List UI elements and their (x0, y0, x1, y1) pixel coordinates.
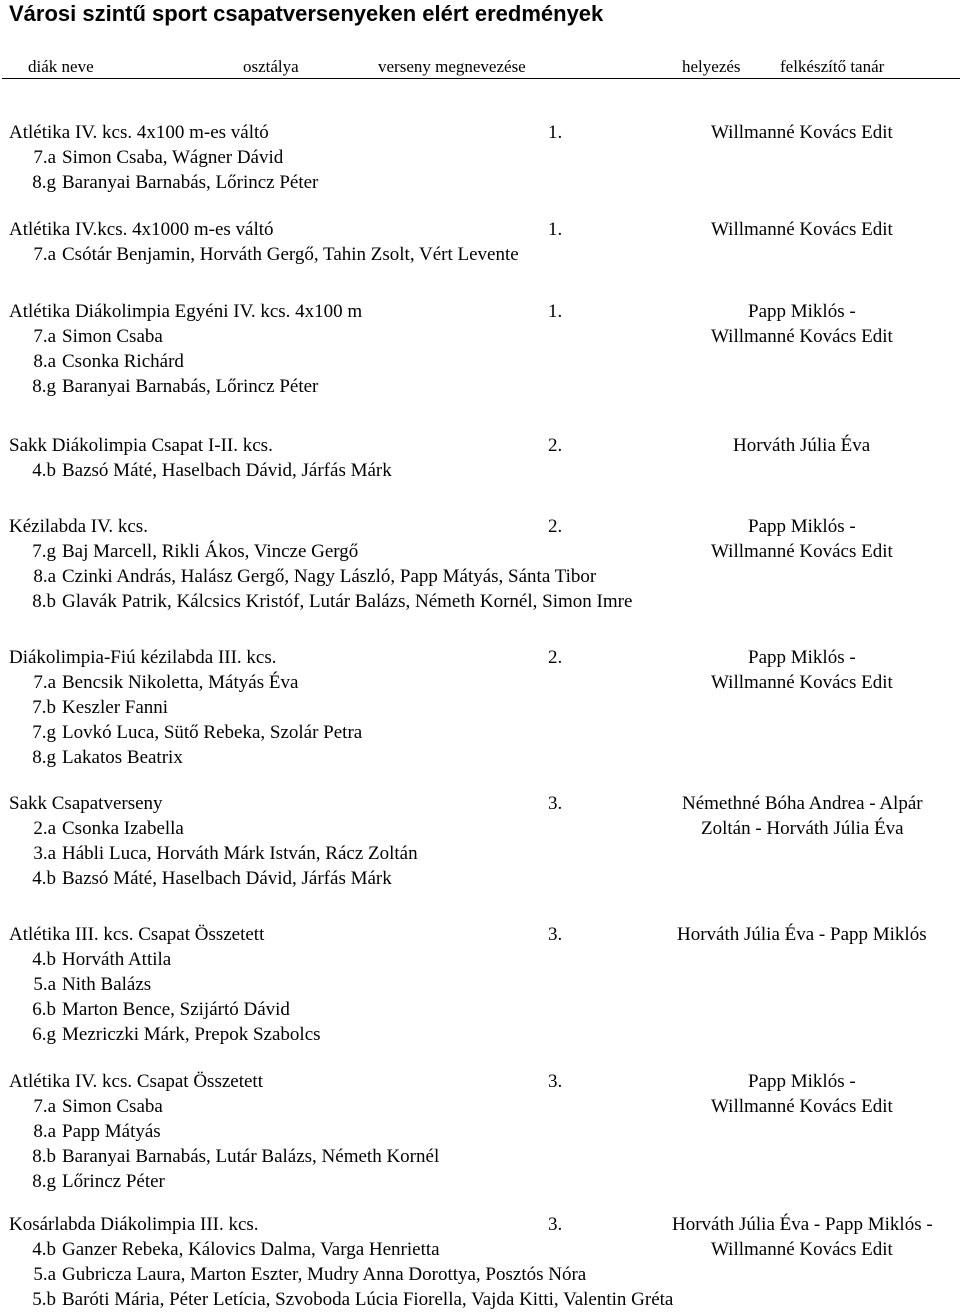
student-entry (0, 1263, 586, 1287)
student-names: Lakatos Beatrix (62, 747, 183, 768)
teacher-name: Willmanné Kovács Edit (711, 122, 893, 143)
class-label: 8.a (33, 351, 56, 372)
competition-name: Kosárlabda Diákolimpia III. kcs. (9, 1214, 259, 1235)
student-entry (0, 998, 290, 1022)
student-names: Glavák Patrik, Kálcsics Kristóf, Lutár Balázs, Németh Kornél, Simon Imre (62, 591, 633, 612)
student-names: Baranyai Barnabás, Lőrincz Péter (62, 376, 319, 397)
teacher-name: Willmanné Kovács Edit (711, 672, 893, 693)
placement: 1. (548, 219, 563, 240)
class-label: 8.g (32, 376, 56, 397)
student-entry (0, 565, 596, 589)
student-entry (0, 146, 283, 170)
student-entry (0, 817, 184, 841)
student-entry (0, 1288, 673, 1312)
class-label: 8.b (32, 591, 56, 612)
class-label: 8.a (33, 566, 56, 587)
class-label: 7.a (33, 326, 56, 347)
student-names: Bazsó Máté, Haselbach Dávid, Járfás Márk (62, 868, 392, 889)
class-label: 5.a (33, 1264, 56, 1285)
class-label: 7.a (33, 147, 56, 168)
placement: 3. (548, 924, 563, 945)
placement: 2. (548, 435, 563, 456)
student-names: Lovkó Luca, Sütő Rebeka, Szolár Petra (62, 722, 363, 743)
student-names: Bazsó Máté, Haselbach Dávid, Járfás Márk (62, 460, 392, 481)
student-names: Hábli Luca, Horváth Márk István, Rácz Zoltán (62, 843, 418, 864)
student-entry (0, 842, 418, 866)
teacher-name: Papp Miklós - (748, 516, 856, 537)
class-label: 4.b (32, 1239, 56, 1260)
class-label: 5.a (33, 974, 56, 995)
class-label: 5.b (32, 1289, 56, 1310)
teacher-name: Willmanné Kovács Edit (711, 219, 893, 240)
class-label: 4.b (32, 460, 56, 481)
teacher-name: Horváth Júlia Éva - Papp Miklós (677, 924, 927, 945)
class-label: 2.a (33, 818, 56, 839)
header-student: diák neve (28, 57, 94, 76)
teacher-name: Willmanné Kovács Edit (711, 326, 893, 347)
header-teacher: felkészítő tanár (780, 57, 885, 76)
competition-name: Diákolimpia-Fiú kézilabda III. kcs. (9, 647, 277, 668)
student-names: Mezriczki Márk, Prepok Szabolcs (62, 1024, 321, 1045)
student-entry (0, 540, 358, 564)
student-names: Nith Balázs (62, 974, 152, 995)
competition-name: Atlétika IV. kcs. Csapat Összetett (9, 1071, 263, 1092)
student-names: Simon Csaba, Wágner Dávid (62, 147, 284, 168)
placement: 3. (548, 1214, 563, 1235)
student-names: Lőrincz Péter (62, 1171, 165, 1192)
student-names: Simon Csaba (62, 326, 163, 347)
teacher-name: Willmanné Kovács Edit (711, 1096, 893, 1117)
teacher-name: Papp Miklós - (748, 1071, 856, 1092)
competition-name: Kézilabda IV. kcs. (9, 516, 148, 537)
student-entry (0, 1095, 163, 1119)
placement: 1. (548, 301, 563, 322)
competition-name: Atlétika IV. kcs. 4x100 m-es váltó (9, 122, 269, 143)
placement: 1. (548, 122, 563, 143)
student-names: Csonka Richárd (62, 351, 184, 372)
class-label: 8.g (32, 1171, 56, 1192)
student-names: Czinki András, Halász Gergő, Nagy László, Papp Mátyás, Sánta Tibor (62, 566, 597, 587)
student-entry (0, 1023, 321, 1047)
student-names: Simon Csaba (62, 1096, 163, 1117)
placement: 2. (548, 516, 563, 537)
competition-name: Sakk Diákolimpia Csapat I-II. kcs. (9, 435, 273, 456)
student-names: Horváth Attila (62, 949, 172, 970)
student-names: Csonka Izabella (62, 818, 184, 839)
teacher-name: Papp Miklós - (748, 647, 856, 668)
class-label: 8.b (32, 1146, 56, 1167)
class-label: 3.a (33, 843, 56, 864)
class-label: 8.g (32, 172, 56, 193)
student-entry (0, 1120, 161, 1144)
student-names: Papp Mátyás (62, 1121, 161, 1142)
teacher-name: Willmanné Kovács Edit (711, 1239, 893, 1260)
student-entry (0, 350, 184, 374)
student-names: Gubricza Laura, Marton Eszter, Mudry Anna Dorottya, Posztós Nóra (62, 1264, 587, 1285)
student-names: Bencsik Nikoletta, Mátyás Éva (62, 672, 299, 693)
student-entry (0, 746, 183, 770)
student-entry (0, 721, 362, 745)
student-entry (0, 243, 519, 267)
placement: 2. (548, 647, 563, 668)
header-class: osztálya (243, 57, 299, 76)
student-entry (0, 171, 318, 195)
placement: 3. (548, 1071, 563, 1092)
competition-name: Atlétika Diákolimpia Egyéni IV. kcs. 4x100 m (9, 301, 363, 322)
teacher-name: Horváth Júlia Éva (733, 435, 871, 456)
competition-name: Atlétika IV.kcs. 4x1000 m-es váltó (9, 219, 274, 240)
class-label: 8.a (33, 1121, 56, 1142)
student-entry (0, 671, 298, 695)
student-entry (0, 459, 392, 483)
class-label: 6.b (32, 999, 56, 1020)
teacher-name: Willmanné Kovács Edit (711, 541, 893, 562)
student-entry (0, 1170, 165, 1194)
class-label: 7.g (32, 722, 56, 743)
class-label: 4.b (32, 868, 56, 889)
class-label: 8.g (32, 747, 56, 768)
competition-name: Sakk Csapatverseny (9, 793, 163, 814)
class-label: 7.a (33, 1096, 56, 1117)
header-competition: verseny megnevezése (378, 57, 526, 76)
teacher-name: Papp Miklós - (748, 301, 856, 322)
student-names: Baranyai Barnabás, Lőrincz Péter (62, 172, 319, 193)
page-title: Városi szintű sport csapatversenyeken elért eredmények (9, 1, 604, 26)
class-label: 4.b (32, 949, 56, 970)
teacher-name: Horváth Júlia Éva - Papp Miklós - (672, 1214, 933, 1235)
student-entry (0, 375, 318, 399)
student-entry (0, 590, 632, 614)
student-entry (0, 867, 392, 891)
student-names: Baranyai Barnabás, Lutár Balázs, Németh Kornél (62, 1146, 440, 1167)
student-entry (0, 1145, 439, 1169)
student-entry (0, 948, 171, 972)
header-place: helyezés (682, 57, 741, 76)
student-names: Marton Bence, Szijártó Dávid (62, 999, 290, 1020)
student-names: Ganzer Rebeka, Kálovics Dalma, Varga Henrietta (62, 1239, 440, 1260)
student-entry (0, 973, 151, 997)
placement: 3. (548, 793, 563, 814)
student-names: Keszler Fanni (62, 697, 169, 718)
class-label: 7.g (32, 541, 56, 562)
student-names: Baj Marcell, Rikli Ákos, Vincze Gergő (62, 541, 359, 562)
class-label: 7.a (33, 672, 56, 693)
class-label: 7.b (32, 697, 56, 718)
student-entry (0, 325, 163, 349)
teacher-name: Némethné Bóha Andrea - Alpár (682, 793, 923, 814)
student-entry (0, 696, 168, 720)
competition-name: Atlétika III. kcs. Csapat Összetett (9, 924, 265, 945)
student-names: Baróti Mária, Péter Letícia, Szvoboda Lúcia Fiorella, Vajda Kitti, Valentin Gréta (62, 1289, 674, 1310)
class-label: 6.g (32, 1024, 56, 1045)
student-names: Csótár Benjamin, Horváth Gergő, Tahin Zsolt, Vért Levente (62, 244, 519, 265)
student-entry (0, 1238, 440, 1262)
class-label: 7.a (33, 244, 56, 265)
teacher-name: Zoltán - Horváth Júlia Éva (701, 818, 904, 839)
